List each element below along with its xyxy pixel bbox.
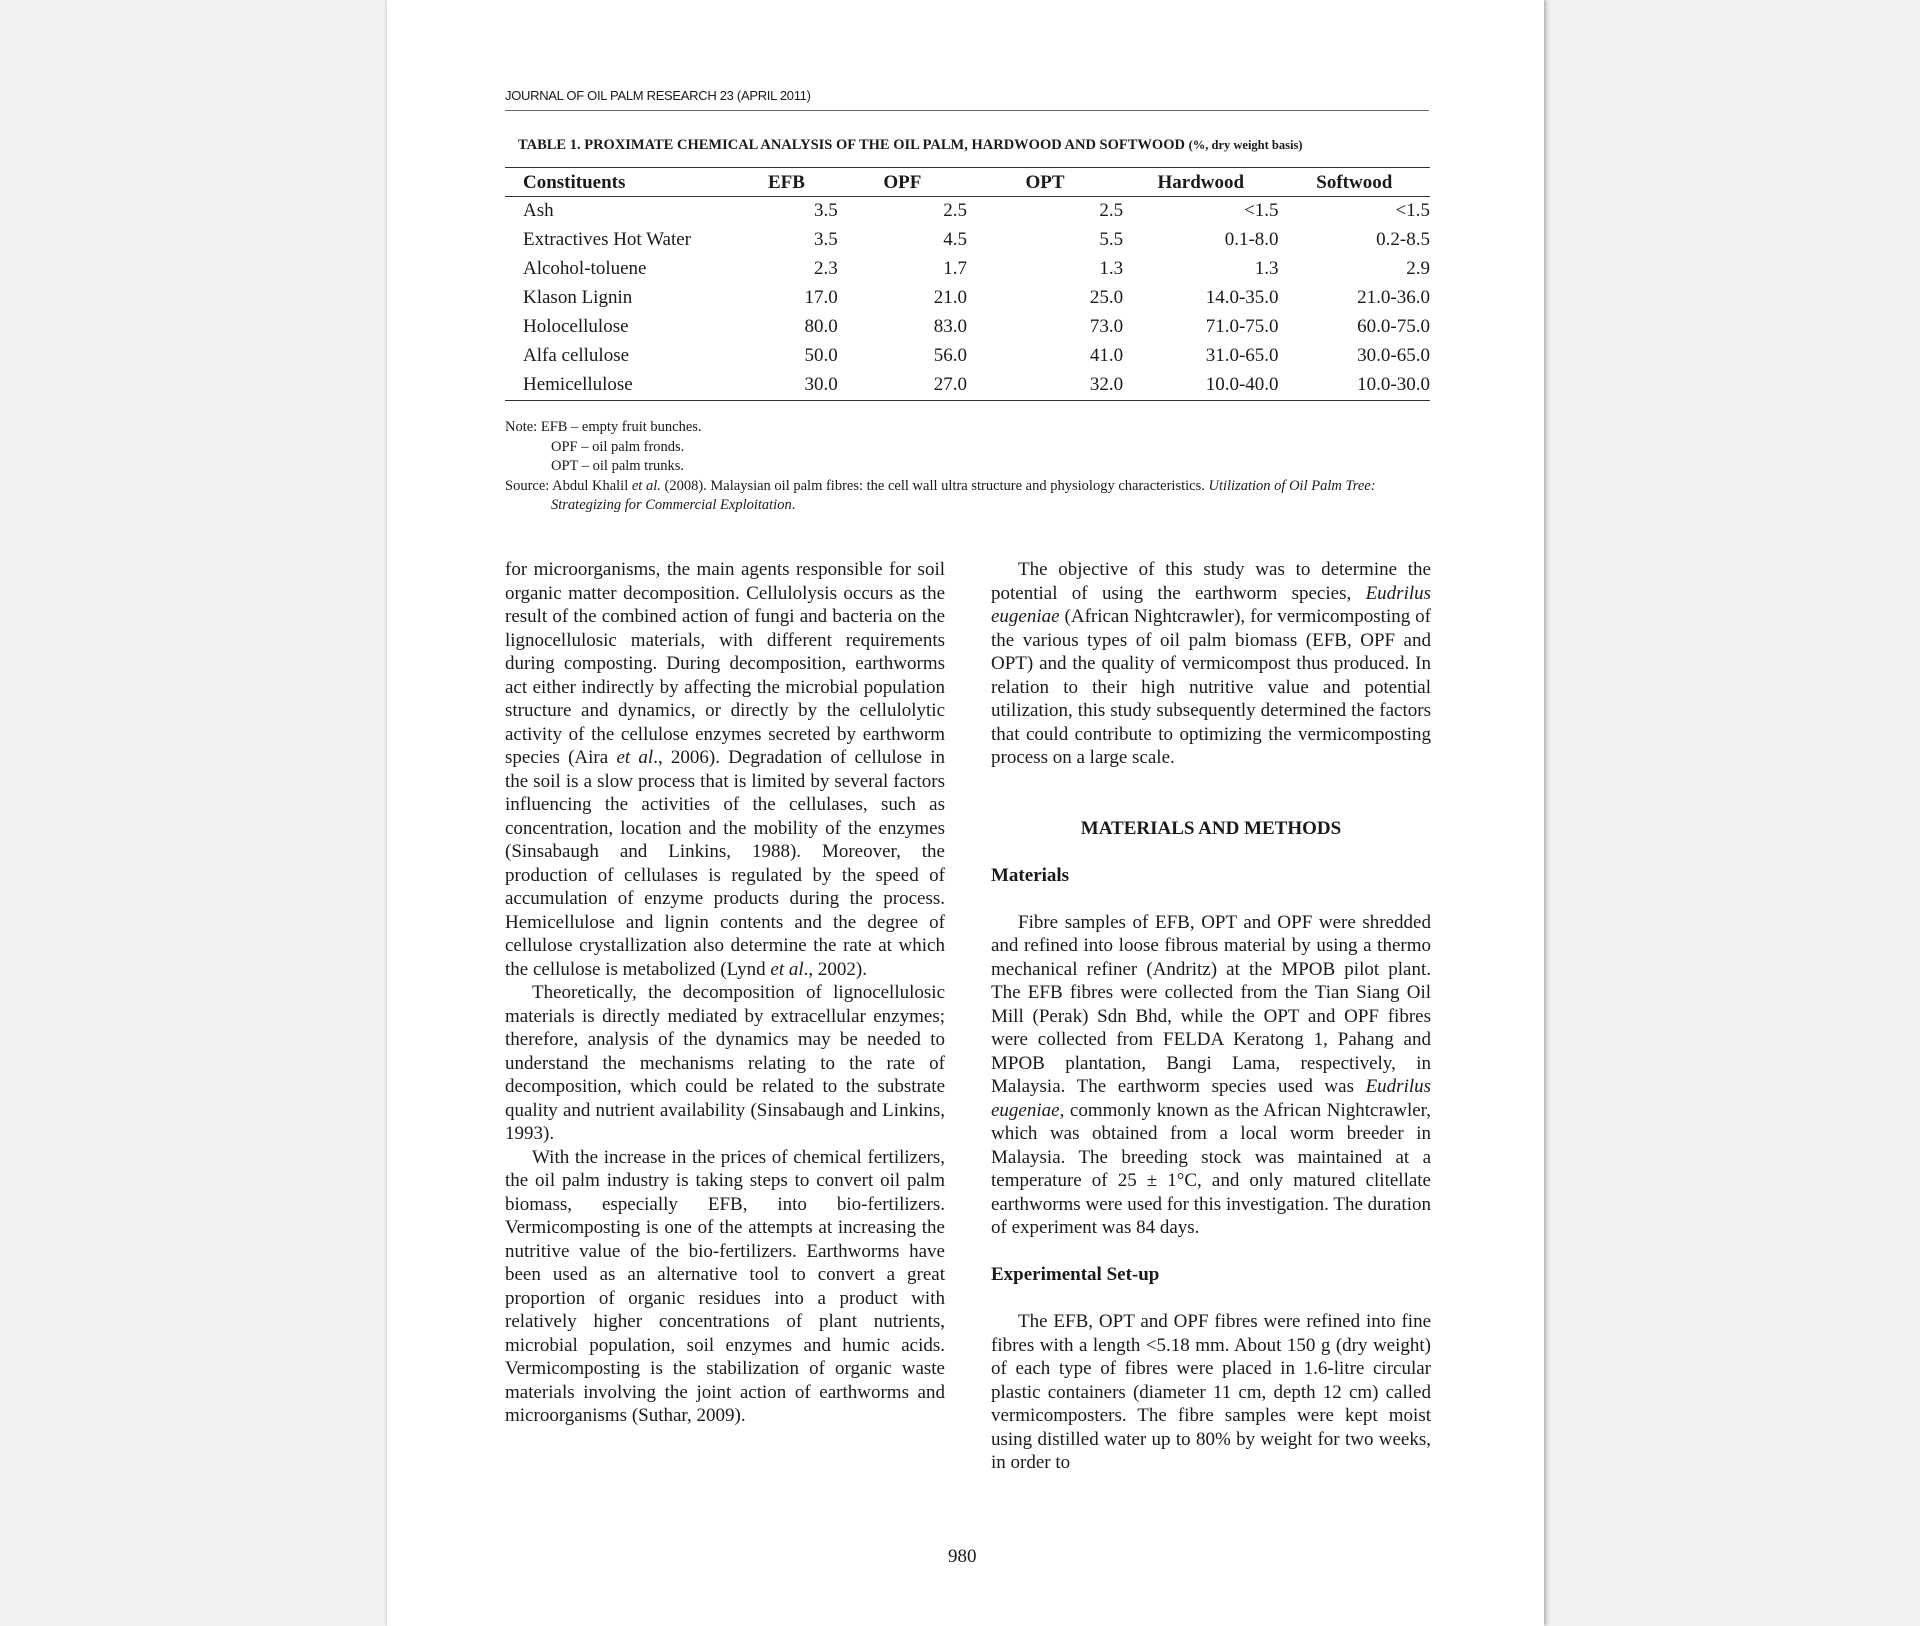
- spacer: [991, 1287, 1431, 1311]
- table-cell: 1.7: [943, 258, 967, 279]
- column-header: Constituents: [505, 168, 735, 197]
- table-cell: Klason Lignin: [523, 287, 633, 308]
- table-cell: 32.0: [967, 371, 1123, 401]
- note-efb: EFB – empty fruit bunches.: [540, 419, 702, 435]
- text-run: , commonly known as the African Nightcrawler, which was obtained from a local worm breeder in Malaysia. The breeding stock was maintained at a temperature of 25 ± 1°C, and only matured clitellate earthworms were used for this investigation. The duration of experiment was 84 days.: [991, 1099, 1431, 1238]
- paragraph: [991, 558, 1431, 770]
- text-run: ., 2002).: [803, 958, 867, 980]
- note-label: Note:: [505, 419, 538, 435]
- table-cell: 2.3: [813, 258, 838, 279]
- table-cell: 25.0: [1089, 287, 1124, 308]
- table-caption-basis: (%, dry weight basis): [1188, 138, 1303, 152]
- source-label: Source:: [505, 477, 550, 494]
- table-cell: 31.0-65.0: [1205, 345, 1279, 366]
- paragraph: With the increase in the prices of chemical fertilizers, the oil palm industry is taking steps to convert oil palm biomass, especially EFB, into bio-fertilizers. Vermicomposting is one of the attempts at increasing the nutritive value of the bio-fertilizers. Earthworms have been used as an alternative tool to convert a great proportion of organic residues into a product with relatively higher concentrations of plant nutrients, microbial population, soil enzymes and humic acids. Vermicomposting is the stabilization of organic waste materials involving the joint action of earthworms and microorganisms (Suthar, 2009).: [505, 1146, 945, 1426]
- text-run-italic: et al: [770, 958, 804, 980]
- table-header-row: [505, 168, 1430, 197]
- table-cell: 21.0-36.0: [1357, 287, 1430, 308]
- left-text-column: [505, 558, 945, 1428]
- table-cell: Alfa cellulose: [523, 345, 630, 366]
- table-cell: 30.0-65.0: [1357, 345, 1430, 366]
- table-row: [505, 371, 1430, 401]
- paragraph: [991, 911, 1431, 1240]
- proximate-analysis-table: [505, 167, 1430, 401]
- table-cell: 2.5: [943, 200, 967, 221]
- table-row: [505, 197, 1430, 227]
- table-cell: 83.0: [933, 316, 967, 337]
- spacer: [991, 887, 1431, 911]
- table-cell: 60.0-75.0: [1357, 316, 1430, 337]
- page-number: 980: [948, 1546, 977, 1567]
- table-cell: 14.0-35.0: [1205, 287, 1279, 308]
- table-row: [505, 226, 1430, 255]
- table-cell: Extractives Hot Water: [523, 229, 692, 250]
- table-cell: 1.3: [1254, 258, 1279, 279]
- subsection-heading: Materials: [991, 864, 1070, 886]
- section-heading: MATERIALS AND METHODS: [1080, 817, 1342, 839]
- table-cell: 80.0: [804, 316, 838, 337]
- table-cell: 21.0: [933, 287, 967, 308]
- paragraph: Theoretically, the decomposition of lignocellulosic materials is directly mediated by extracellular enzymes; therefore, analysis of the dynamics may be needed to understand the mechanisms relating to the rate of decomposition, which could be related to the substrate quality and nutrient availability (Sinsabaugh and Linkins, 1993).: [505, 982, 945, 1144]
- text-run: Fibre samples of EFB, OPT and OPF were shredded and refined into loose fibrous material by using a thermo mechanical refiner (Andritz) at the MPOB pilot plant. The EFB fibres were collected from the Tian Siang Oil Mill (Perak) Sdn Bhd, while the OPT and OPF fibres were collected from FELDA Keratong 1, Pahang and MPOB plantation, Bangi Lama, respectively, in Malaysia. The earthworm species used was: [991, 911, 1431, 1097]
- table-row: [505, 342, 1430, 371]
- table-cell: 10.0-40.0: [1123, 371, 1278, 401]
- table-row: [505, 255, 1430, 284]
- table-cell: Ash: [523, 200, 554, 221]
- table-cell: Holocellulose: [523, 316, 629, 337]
- table-cell: 56.0: [933, 345, 967, 366]
- text-run: for microorganisms, the main agents responsible for soil organic matter decomposition. Cellulolysis occurs as the result of the combined action of fungi and bacteria on the lignocellulosic materials, with different requirements during composting. During decomposition, earthworms act either indirectly by affecting the microbial population structure and dynamics, or directly by the cellulolytic activity of the cellulose enzymes secreted by earthworm species (Aira: [505, 559, 945, 768]
- table-cell: 2.5: [1099, 200, 1124, 221]
- table-cell: 41.0: [1089, 345, 1124, 366]
- note-opf: OPF – oil palm fronds.: [551, 438, 685, 455]
- text-run-italic: Eudrilus eugeniae: [991, 1076, 1432, 1121]
- spacer: [991, 770, 1431, 817]
- source-journal: Utilization of Oil Palm Tree: Strategizing for Commercial Exploitation: [551, 477, 1376, 513]
- table-cell: 17.0: [804, 287, 838, 308]
- column-header: Softwood: [1279, 168, 1430, 197]
- table-cell: 0.1-8.0: [1224, 229, 1279, 250]
- spacer: [991, 1240, 1431, 1264]
- table-source: [505, 477, 1430, 516]
- table-cell: 71.0-75.0: [1205, 316, 1279, 337]
- column-header: OPT: [967, 168, 1123, 197]
- table-cell: 0.2-8.5: [1376, 229, 1430, 250]
- table-notes: [505, 418, 1430, 516]
- paragraph: [505, 558, 945, 981]
- table-cell: Hemicellulose: [505, 371, 735, 401]
- table-cell: 50.0: [804, 345, 838, 366]
- table-caption-title: TABLE 1. PROXIMATE CHEMICAL ANALYSIS OF THE OIL PALM, HARDWOOD AND SOFTWOOD: [518, 137, 1185, 153]
- paragraph: The EFB, OPT and OPF fibres were refined into fine fibres with a length <5.18 mm. About 150 g (dry weight) of each type of fibres were placed in 1.6-litre circular plastic containers (diameter 11 cm, depth 12 cm) called vermicomposters. The fibre samples were kept moist using distilled water up to 80% by weight for two weeks, in order to: [991, 1311, 1431, 1473]
- table-cell: Alcohol-toluene: [523, 258, 647, 279]
- table-row: [505, 313, 1430, 342]
- text-run: ., 2006). Degradation of cellulose in the soil is a slow process that is limited by several factors influencing the activities of the cellulases, such as concentration, location and the mobility of the enzymes (Sinsabaugh and Linkins, 1988). Moreover, the production of cellulases is regulated by the speed of accumulation of enzyme products during the process. Hemicellulose and lignin contents and the degree of cellulose crystallization also determine the rate at which the cellulose is metabolized (Lynd: [505, 747, 945, 980]
- table-cell: 27.0: [838, 371, 967, 401]
- table-cell: 5.5: [1099, 229, 1124, 250]
- table-row: [505, 284, 1430, 313]
- text-run-italic: et al: [616, 747, 654, 768]
- table-cell: <1.5: [1395, 200, 1430, 221]
- text-run: (African Nightcrawler), for vermicomposting of the various types of oil palm biomass (EFB, OPF and OPT) and the quality of vermicompost thus produced. In relation to their high nutritive value and potential utilization, this study subsequently determined the factors that could contribute to optimizing the vermicomposting process on a large scale.: [991, 606, 1432, 768]
- table-cell: 30.0: [735, 371, 837, 401]
- source-title: (2008). Malaysian oil palm fibres: the cell wall ultra structure and physiology characteristics.: [664, 477, 1205, 494]
- table-cell: 3.5: [813, 200, 838, 221]
- source-author: Abdul Khalil: [552, 477, 629, 494]
- text-run: The objective of this study was to determine the potential of using the earthworm species,: [991, 559, 1431, 604]
- spacer: [991, 840, 1431, 864]
- table-cell: 4.5: [943, 229, 967, 250]
- note-opt: OPT – oil palm trunks.: [551, 458, 685, 474]
- column-header: EFB: [735, 168, 837, 197]
- source-etal: et al.: [631, 477, 661, 494]
- running-header: JOURNAL OF OIL PALM RESEARCH 23 (APRIL 2011): [505, 88, 1429, 111]
- table-cell: 2.9: [1406, 258, 1430, 279]
- table-caption: [518, 137, 1418, 154]
- source-end: .: [791, 497, 796, 513]
- right-text-column: [991, 558, 1431, 1475]
- column-header: Hardwood: [1123, 168, 1278, 197]
- table-cell: 10.0-30.0: [1279, 371, 1430, 401]
- text-run-italic: Eudrilus eugeniae: [991, 582, 1432, 627]
- table-cell: <1.5: [1244, 200, 1279, 221]
- table-cell: 73.0: [1089, 316, 1124, 337]
- column-header: OPF: [838, 168, 967, 197]
- table-cell: 1.3: [1099, 258, 1124, 279]
- table-cell: 3.5: [813, 229, 838, 250]
- subsection-heading: Experimental Set-up: [991, 1264, 1160, 1285]
